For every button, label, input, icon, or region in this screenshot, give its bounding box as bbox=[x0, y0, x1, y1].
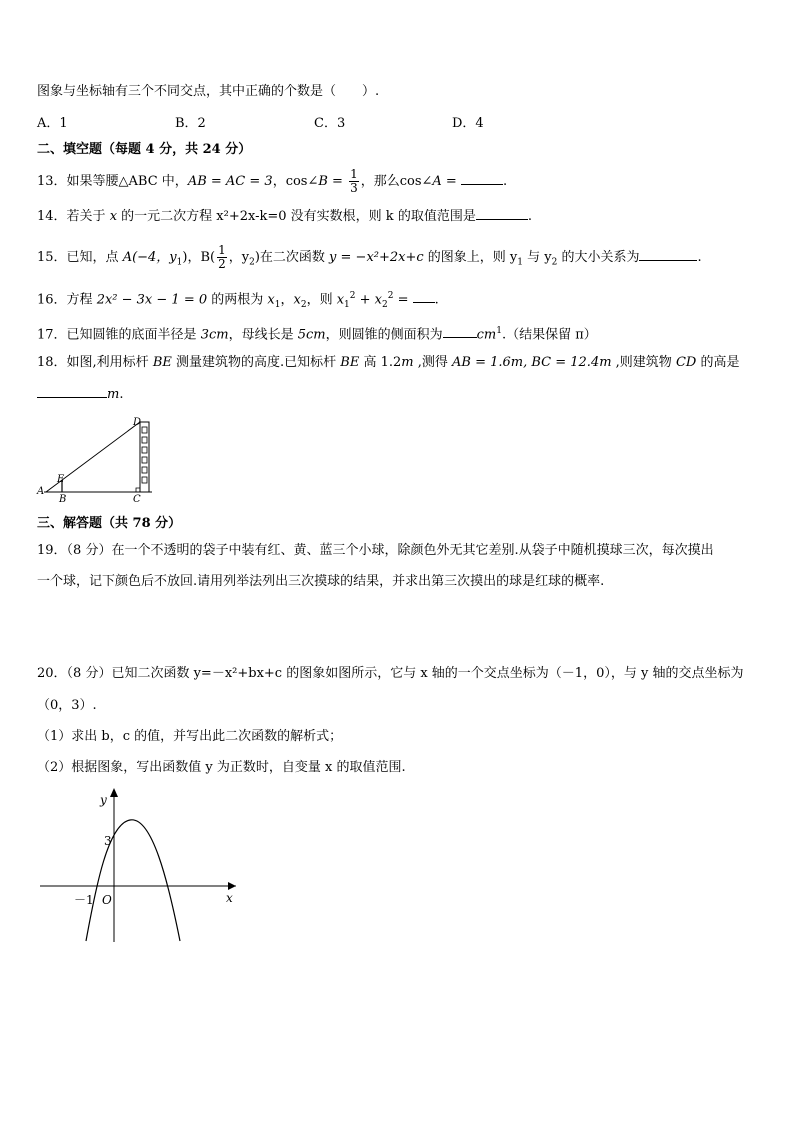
question-15: 15．已知，点 A(−4，$y_1$)，B( $\frac{1}{2}$ ，$y_2$)在二次函数 y = −x²+2x+c 的图象上，则 $y_1$ 与 $y_2$ 的大小关系为 . bbox=[37, 243, 702, 271]
fraction-one-half: $\frac{1}{2}$ bbox=[218, 243, 226, 271]
q12-choice-b: B．2 bbox=[175, 116, 206, 131]
question-19-line1: 19．（8 分）在一个不透明的袋子中装有红、黄、蓝三个小球，除颜色外无其它差别.从袋子中随机摸球三次，每次摸出 bbox=[37, 543, 714, 558]
window bbox=[142, 427, 147, 433]
question-20-line1: 20．（8 分）已知二次函数 y=－x²+bx+c 的图象如图所示，它与 x 轴的一个交点坐标为（－1，0），与 y 轴的交点坐标为 bbox=[37, 666, 744, 681]
question-14: 14．若关于 x 的一元二次方程 x²+2x-k=0 没有实数根，则 k 的取值范围是 . bbox=[37, 206, 532, 227]
question-19-line2: 一个球，记下颜色后不放回.请用列举法列出三次摸球的结果，并求出第三次摸出的球是红球的概率. bbox=[37, 574, 605, 589]
window bbox=[142, 477, 147, 483]
answer-blank bbox=[413, 289, 435, 303]
q12-choice-a: A．1 bbox=[37, 116, 68, 131]
label-a: A bbox=[37, 486, 45, 497]
label-y: y bbox=[100, 793, 107, 807]
label-origin: O bbox=[102, 893, 112, 907]
question-13: 13．如果等腰△ABC 中，AB = AC = 3，cos∠B = $\frac{1}{3}$ ，那么cos∠A = . bbox=[37, 167, 508, 195]
question-20-part2: （2）根据图象，写出函数值 y 为正数时，自变量 x 的取值范围. bbox=[37, 760, 406, 775]
label-b: B bbox=[59, 494, 67, 504]
answer-blank bbox=[443, 324, 477, 338]
parabola-curve bbox=[86, 820, 180, 941]
label-neg1: －1 bbox=[74, 893, 94, 907]
figure-20-parabola bbox=[38, 786, 242, 944]
question-20-part1: （1）求出 b，c 的值，并写出此二次函数的解析式； bbox=[37, 729, 343, 744]
window bbox=[142, 437, 147, 443]
label-d: D bbox=[133, 417, 142, 428]
x-axis-arrow bbox=[228, 882, 236, 890]
question-18-answer: m. bbox=[37, 384, 123, 405]
q12-tail: 图象与坐标轴有三个不同交点，其中正确的个数是（ ）. bbox=[37, 84, 380, 99]
section3-title: 三、解答题（共 78 分） bbox=[37, 516, 182, 531]
right-angle-mark bbox=[136, 488, 140, 492]
q12-choice-c: C．3 bbox=[314, 116, 346, 131]
window bbox=[142, 457, 147, 463]
label-c: C bbox=[133, 494, 141, 504]
question-16: 16．方程 2x² − 3x − 1 = 0 的两根为 $x_1$，$x_2$，则 $x_1^2 + x_2^2$ = . bbox=[37, 291, 439, 310]
window bbox=[142, 467, 147, 473]
label-e: E bbox=[57, 474, 65, 485]
q12-choice-d: D．4 bbox=[452, 116, 484, 131]
question-20-line2: （0，3）. bbox=[37, 698, 97, 713]
answer-blank bbox=[476, 206, 528, 220]
answer-blank bbox=[37, 384, 107, 398]
fraction-one-third: $\frac{1}{3}$ bbox=[350, 167, 358, 195]
section2-title: 二、填空题（每题 4 分，共 24 分） bbox=[37, 142, 252, 157]
label-x: x bbox=[226, 891, 233, 905]
window bbox=[142, 447, 147, 453]
figure-18-building bbox=[36, 414, 160, 504]
answer-blank bbox=[639, 247, 697, 261]
y-axis-arrow bbox=[110, 788, 118, 797]
question-17: 17．已知圆锥的底面半径是 3cm，母线长是 5cm，则圆锥的侧面积为 $cm^1$.（结果保留 π） bbox=[37, 326, 597, 343]
answer-blank bbox=[461, 171, 503, 185]
label-three: 3 bbox=[104, 834, 112, 848]
question-18: 18．如图,利用标杆 BE 测量建筑物的高度.已知标杆 BE 高 1.2m ,测得 AB = 1.6m, BC = 12.4m ,则建筑物 CD 的高是 bbox=[37, 355, 740, 370]
